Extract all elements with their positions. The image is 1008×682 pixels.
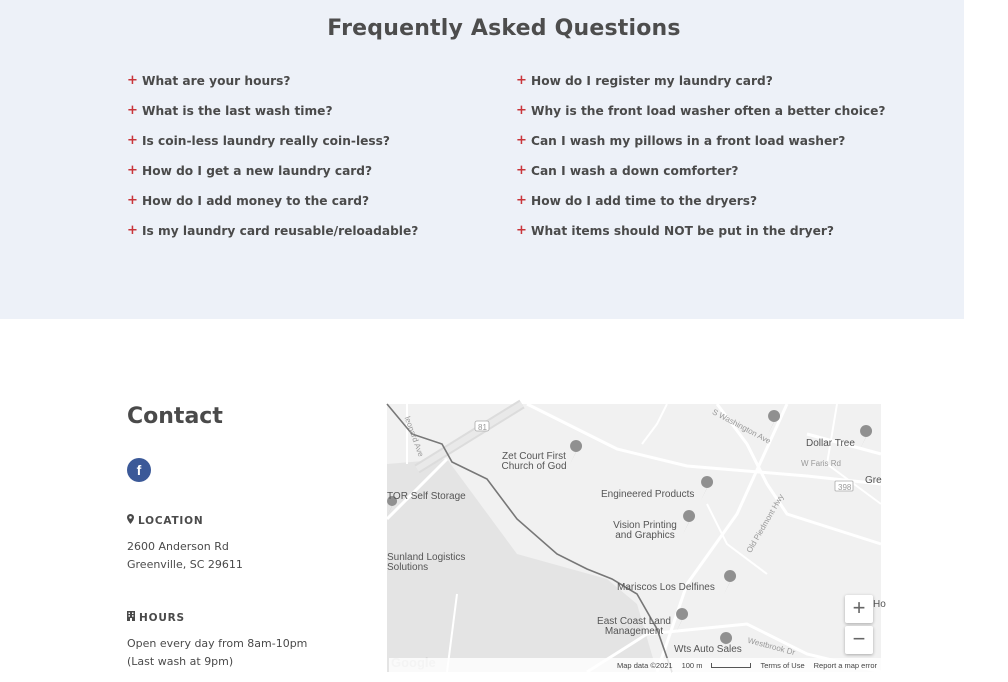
faq-list-right xyxy=(516,66,885,246)
address xyxy=(127,538,243,574)
place-label[interactable]: Dollar Tree xyxy=(806,438,855,449)
plus-icon: + xyxy=(516,163,527,178)
place-label[interactable]: East Coast Land Management xyxy=(597,616,671,637)
zoom-out-button[interactable]: − xyxy=(845,626,873,654)
faq-item[interactable] xyxy=(127,66,418,96)
faq-section xyxy=(0,0,964,319)
faq-item[interactable] xyxy=(516,156,885,186)
address-line-2: Greenville, SC 29611 xyxy=(127,558,243,571)
hours-line-2: (Last wash at 9pm) xyxy=(127,655,234,668)
plus-icon: + xyxy=(516,73,527,88)
faq-item[interactable] xyxy=(127,96,418,126)
location-label: LOCATION xyxy=(138,514,204,527)
place-label[interactable]: Zet Court First Church of God xyxy=(501,451,567,472)
faq-question[interactable]: How do I get a new laundry card? xyxy=(142,164,373,178)
place-label[interactable]: TOR Self Storage xyxy=(387,491,466,502)
hours xyxy=(127,635,307,671)
faq-title: Frequently Asked Questions xyxy=(327,16,681,41)
contact-section xyxy=(127,404,367,668)
google-map[interactable] xyxy=(387,404,886,672)
faq-item[interactable] xyxy=(127,126,418,156)
map-pin-icon xyxy=(127,514,134,527)
scale-bar xyxy=(711,663,751,668)
road-label: S Washington Ave xyxy=(710,407,773,446)
place-label[interactable]: Mariscos Los Delfines xyxy=(617,582,715,593)
faq-question[interactable]: How do I add time to the dryers? xyxy=(531,194,758,208)
faq-item[interactable] xyxy=(516,126,885,156)
faq-question[interactable]: Can I wash a down comforter? xyxy=(531,164,739,178)
plus-icon: + xyxy=(516,223,527,238)
plus-icon: + xyxy=(516,193,527,208)
plus-icon: + xyxy=(127,163,138,178)
place-label[interactable]: Vision Printing and Graphics xyxy=(613,520,677,541)
faq-item[interactable] xyxy=(127,216,418,246)
faq-question[interactable]: How do I add money to the card? xyxy=(142,194,370,208)
road-label: W Faris Rd xyxy=(801,459,841,468)
faq-question[interactable]: What is the last wash time? xyxy=(142,104,333,118)
hours-label: HOURS xyxy=(139,611,185,624)
plus-icon: + xyxy=(127,73,138,88)
building-icon xyxy=(127,611,135,624)
place-label[interactable]: Wts Auto Sales xyxy=(674,644,742,655)
place-label[interactable]: Sunland Logistics Solutions xyxy=(387,552,466,573)
faq-question[interactable]: Is my laundry card reusable/reloadable? xyxy=(142,224,419,238)
address-line-1: 2600 Anderson Rd xyxy=(127,540,229,553)
place-label: Ho xyxy=(873,599,886,610)
faq-question[interactable]: What are your hours? xyxy=(142,74,291,88)
plus-icon: + xyxy=(127,223,138,238)
hours-heading xyxy=(127,611,185,624)
map-data-text[interactable]: Map data ©2021 xyxy=(617,660,673,670)
road-label: 81 xyxy=(478,423,487,432)
faq-question[interactable]: Is coin-less laundry really coin-less? xyxy=(142,134,390,148)
road-label: leonard Ave xyxy=(402,415,426,458)
faq-question[interactable]: What items should NOT be put in the dryer? xyxy=(531,224,834,238)
faq-question[interactable]: Can I wash my pillows in a front load washer? xyxy=(531,134,846,148)
contact-title: Contact xyxy=(127,404,223,429)
plus-icon: + xyxy=(127,193,138,208)
faq-item[interactable] xyxy=(516,66,885,96)
place-label[interactable]: Engineered Products xyxy=(601,489,695,500)
scale-label[interactable]: 100 m xyxy=(681,660,703,670)
place-label: Gre xyxy=(865,475,882,486)
faq-item[interactable] xyxy=(516,96,885,126)
report-map-error-link[interactable]: Report a map error xyxy=(813,660,877,670)
faq-question[interactable]: How do I register my laundry card? xyxy=(531,74,773,88)
plus-icon: + xyxy=(516,133,527,148)
terms-link[interactable]: Terms of Use xyxy=(760,660,805,670)
faq-item[interactable] xyxy=(516,216,885,246)
plus-icon: + xyxy=(127,133,138,148)
road-label: 398 xyxy=(838,483,852,492)
faq-item[interactable] xyxy=(516,186,885,216)
plus-icon: + xyxy=(127,103,138,118)
faq-list-left xyxy=(127,66,418,246)
facebook-icon[interactable]: f xyxy=(127,458,151,482)
map-attribution xyxy=(389,658,881,672)
faq-item[interactable] xyxy=(127,186,418,216)
faq-question[interactable]: Why is the front load washer often a better choice? xyxy=(531,104,886,118)
hours-line-1: Open every day from 8am-10pm xyxy=(127,637,308,650)
road-label: Old Piedmont Hwy xyxy=(744,492,786,555)
road-label: Westbrook Dr xyxy=(746,635,797,658)
location-heading xyxy=(127,514,203,527)
plus-icon: + xyxy=(516,103,527,118)
faq-item[interactable] xyxy=(127,156,418,186)
zoom-in-button[interactable]: + xyxy=(845,595,873,623)
